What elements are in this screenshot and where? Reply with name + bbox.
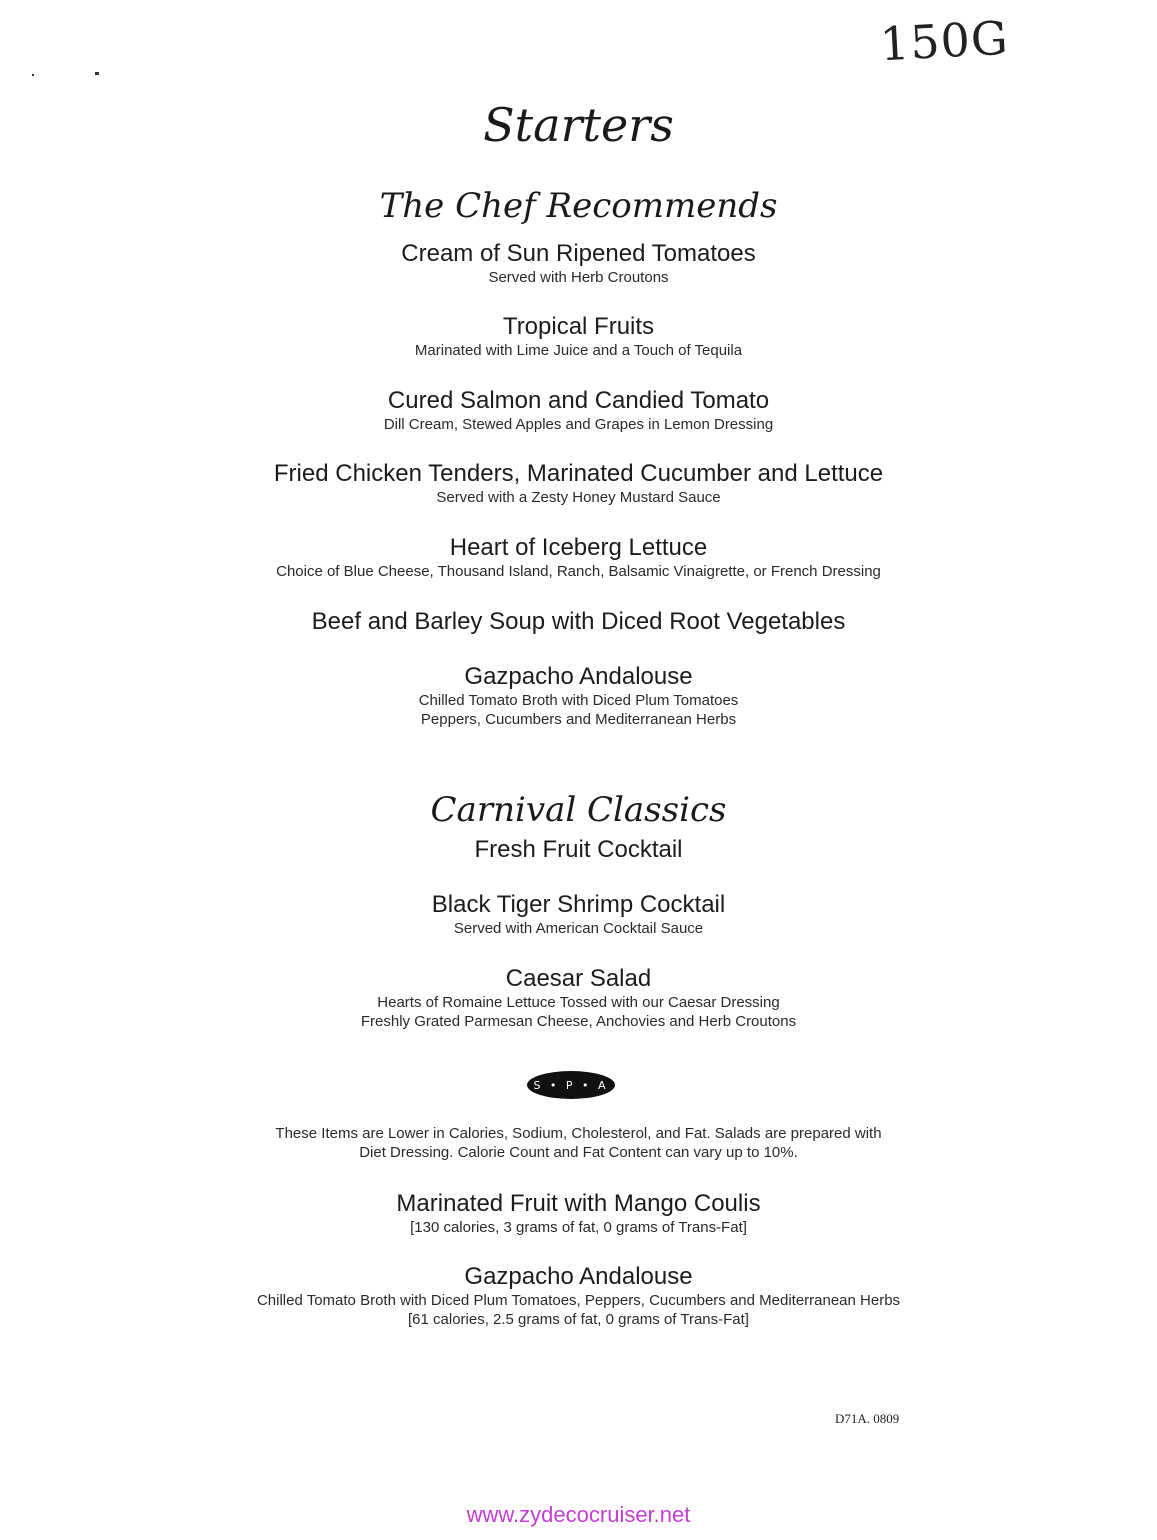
section-heading: The Chef Recommends: [379, 186, 778, 226]
item-name: Cured Salmon and Candied Tomato: [387, 387, 770, 414]
item-description: Peppers, Cucumbers and Mediterranean Herbs: [420, 711, 737, 728]
spa-logo: S • P • A: [527, 1071, 615, 1099]
item-name: Beef and Barley Soup with Diced Root Vegetables: [311, 608, 846, 635]
item-description: Choice of Blue Cheese, Thousand Island, Ranch, Balsamic Vinaigrette, or French Dressing: [276, 563, 881, 580]
item-description: Served with American Cocktail Sauce: [453, 920, 704, 937]
section-heading: Carnival Classics: [430, 790, 727, 830]
item-description: Chilled Tomato Broth with Diced Plum Tomatoes: [418, 692, 739, 709]
menu-item: [0, 387, 1157, 434]
item-description: Served with a Zesty Honey Mustard Sauce: [436, 489, 721, 506]
menu-item: [0, 836, 1157, 864]
menu-item: [0, 460, 1157, 507]
item-name: Black Tiger Shrimp Cocktail: [431, 891, 726, 918]
item-description: Hearts of Romaine Lettuce Tossed with our Caesar Dressing: [377, 994, 780, 1011]
item-name: Tropical Fruits: [502, 313, 655, 340]
menu-code: D71A. 0809: [835, 1411, 900, 1426]
item-description: Marinated with Lime Juice and a Touch of Tequila: [414, 342, 743, 359]
menu-item: [0, 663, 1157, 729]
watermark: www.zydecocruiser.net: [466, 1502, 691, 1527]
spa-notice: [0, 1124, 1157, 1162]
menu-item: [0, 1263, 1157, 1329]
item-name: Gazpacho Andalouse: [464, 663, 693, 690]
item-description: Chilled Tomato Broth with Diced Plum Tomatoes, Peppers, Cucumbers and Mediterranean Herbs: [256, 1292, 901, 1309]
item-name: Heart of Iceberg Lettuce: [449, 534, 708, 561]
menu-item: [0, 534, 1157, 581]
item-name: Cream of Sun Ripened Tomatoes: [401, 240, 756, 267]
item-description: Served with Herb Croutons: [488, 269, 669, 286]
menu-item: [0, 891, 1157, 938]
menu-item: [0, 608, 1157, 636]
notice-line: These Items are Lower in Calories, Sodium, Cholesterol, and Fat. Salads are prepared with: [275, 1125, 882, 1142]
item-description: Dill Cream, Stewed Apples and Grapes in Lemon Dressing: [383, 416, 774, 433]
scan-speck: [95, 72, 99, 75]
item-description: [130 calories, 3 grams of fat, 0 grams of Trans-Fat]: [410, 1219, 747, 1236]
item-name: Caesar Salad: [505, 965, 652, 992]
item-description: Freshly Grated Parmesan Cheese, Anchovies and Herb Croutons: [360, 1013, 797, 1030]
menu-item: [0, 313, 1157, 360]
scan-speck: [32, 74, 34, 76]
item-description: [61 calories, 2.5 grams of fat, 0 grams of Trans-Fat]: [408, 1311, 749, 1328]
menu-item: [0, 965, 1157, 1031]
handwritten-note: 150G: [878, 10, 1010, 72]
page-title: Starters: [483, 98, 674, 152]
menu-item: [0, 1190, 1157, 1237]
item-name: Fresh Fruit Cocktail: [474, 836, 683, 863]
item-name: Gazpacho Andalouse: [464, 1263, 693, 1290]
item-name: Fried Chicken Tenders, Marinated Cucumber and Lettuce: [273, 460, 884, 487]
item-name: Marinated Fruit with Mango Coulis: [396, 1190, 761, 1217]
notice-line: Diet Dressing. Calorie Count and Fat Content can vary up to 10%.: [359, 1144, 798, 1161]
menu-item: [0, 240, 1157, 287]
